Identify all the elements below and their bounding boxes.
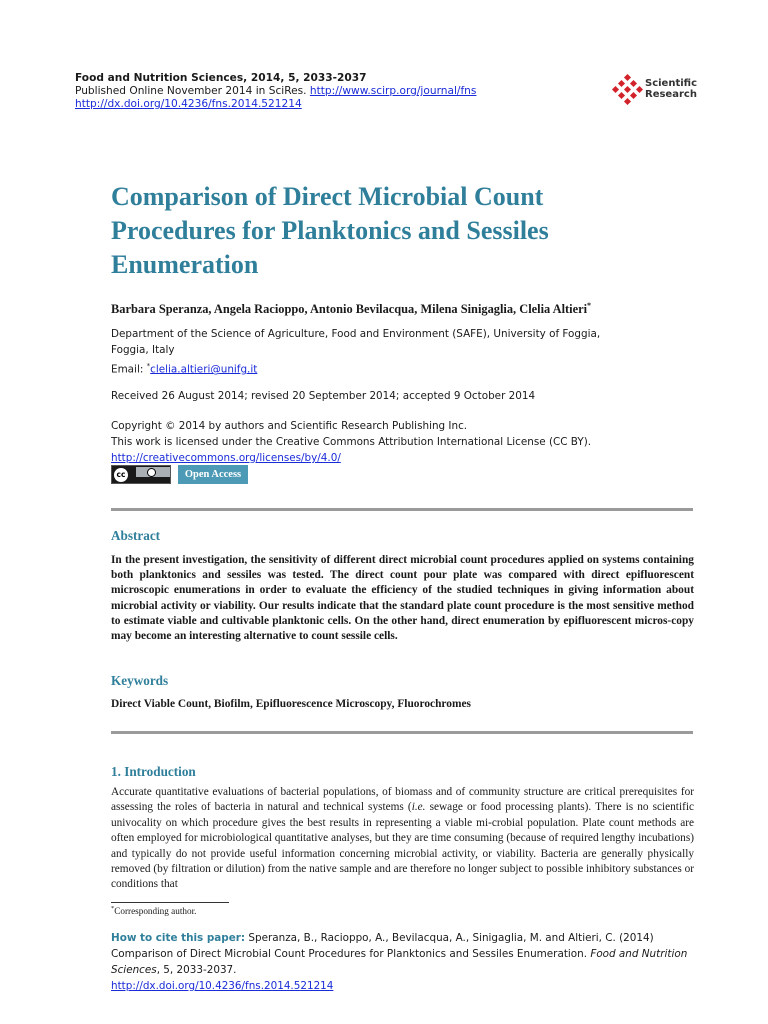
- license-url-link[interactable]: http://creativecommons.org/licenses/by/4.0/: [111, 452, 341, 464]
- email-label: Email:: [111, 363, 144, 376]
- introduction-text: [111, 785, 694, 893]
- header-doi-link[interactable]: http://dx.doi.org/10.4236/fns.2014.521214: [75, 98, 302, 110]
- corresponding-mark: *: [587, 301, 592, 310]
- copyright-line: Copyright © 2014 by authors and Scientific Research Publishing Inc.: [111, 420, 468, 432]
- journal-line: Food and Nutrition Sciences, 2014, 5, 2033-2037: [75, 72, 367, 84]
- journal-url-link[interactable]: http://www.scirp.org/journal/fns: [309, 85, 477, 97]
- authors-text: Barbara Speranza, Angela Racioppo, Antonio Bevilacqua, Milena Sinigaglia, Clelia Altieri: [111, 302, 588, 317]
- publisher-name-line1: Scientific: [645, 78, 698, 89]
- publisher-name-line2: Research: [645, 89, 697, 100]
- received-dates: Received 26 August 2014; revised 20 September 2014; accepted 9 October 2014: [111, 390, 536, 402]
- citation-block: [111, 930, 694, 994]
- introduction-heading: 1. Introduction: [111, 764, 196, 779]
- abstract-heading: Abstract: [111, 528, 161, 543]
- keywords-heading: Keywords: [111, 673, 169, 688]
- doi-line: [75, 98, 302, 111]
- paper-title: Comparison of Direct Microbial Count Procedures for Planktonics and Sessiles Enumeration: [111, 182, 549, 279]
- email-link[interactable]: clelia.altieri@unifg.it: [150, 363, 258, 376]
- citation-doi-link[interactable]: http://dx.doi.org/10.4236/fns.2014.521214: [111, 980, 334, 992]
- cc-logo-icon: cc: [114, 468, 128, 482]
- footnote-text: Corresponding author.: [114, 906, 197, 917]
- cc-by-badge[interactable]: [111, 465, 171, 484]
- license-line: This work is licensed under the Creative Commons Attribution International License (CC BY).: [111, 436, 592, 448]
- section-divider-bottom: [111, 731, 693, 734]
- publisher-name: [645, 78, 697, 100]
- intro-text-ie: i.e.: [411, 801, 426, 814]
- affiliation-line1: Department of the Science of Agriculture, Food and Environment (SAFE), University of Foggia,: [111, 328, 601, 340]
- intro-text-after: sewage or food processing plants). There is no scientific univocality on which procedure gives the best results in representing a viable mi-crobial population. Plate count methods are often employed for microbiological quantitative analyses, but they are time consuming (because of required lengthy incubations) and typically do not provide useful information concerning microbial activity, or viability. Bacteria are generally physically removed (by filtration or dilution) from the native sample and are therefore no longer subject to possible inhibitory substances or conditions that: [111, 801, 694, 891]
- publisher-logo: [611, 74, 643, 111]
- keywords-text: Direct Viable Count, Biofilm, Epifluorescence Microscopy, Fluorochromes: [111, 698, 471, 710]
- section-divider-top: [111, 508, 693, 511]
- journal-citation-line: [75, 72, 367, 85]
- email-line: [111, 358, 257, 377]
- author-list: [111, 301, 591, 317]
- license-url-line: [111, 450, 341, 466]
- affiliation-line2: Foggia, Italy: [111, 344, 175, 356]
- published-line: [75, 85, 476, 98]
- footnote: [111, 905, 196, 916]
- citation-label: How to cite this paper:: [111, 932, 246, 944]
- intro-text-before: Accurate quantitative evaluations of bacterial populations, of biomass and of community structure are critical prerequisites for assessing the roles of bacteria in natural and technical systems (: [111, 786, 694, 814]
- citation-tail: , 5, 2033-2037.: [156, 964, 237, 976]
- email-mark: *: [146, 362, 151, 370]
- abstract-text: In the present investigation, the sensitivity of different direct microbial count procedures applied on systems containing both planktonics and sessiles was tested. The direct count pour plate was compared with direct epifluorescent microscopic enumerations in order to evaluate the efficiency of the studied techniques in giving information about microbial activity or viability. Our results indicate that the standard plate count procedure is the most sensitive method to estimate viable and cultivable planktonic cells. On the other hand, direct enumeration by epifluorescent micros-copy may become an interesting alternative to count sessile cells.: [111, 554, 694, 643]
- citation-journal: Food and Nutrition Sciences: [111, 948, 688, 976]
- diamond-grid-logo-icon: [611, 74, 643, 106]
- citation-text: Speranza, B., Racioppo, A., Bevilacqua, A., Sinigaglia, M. and Altieri, C. (2014) Comparison of Direct Microbial Count Procedures for Planktonics and Sessiles Enumeration.: [111, 932, 654, 960]
- published-prefix: Published Online November 2014 in SciRes.: [75, 85, 307, 97]
- footnote-rule: [111, 902, 229, 903]
- open-access-badge: Open Access: [178, 465, 248, 484]
- footnote-mark: *: [111, 905, 115, 912]
- by-person-icon: [147, 468, 156, 477]
